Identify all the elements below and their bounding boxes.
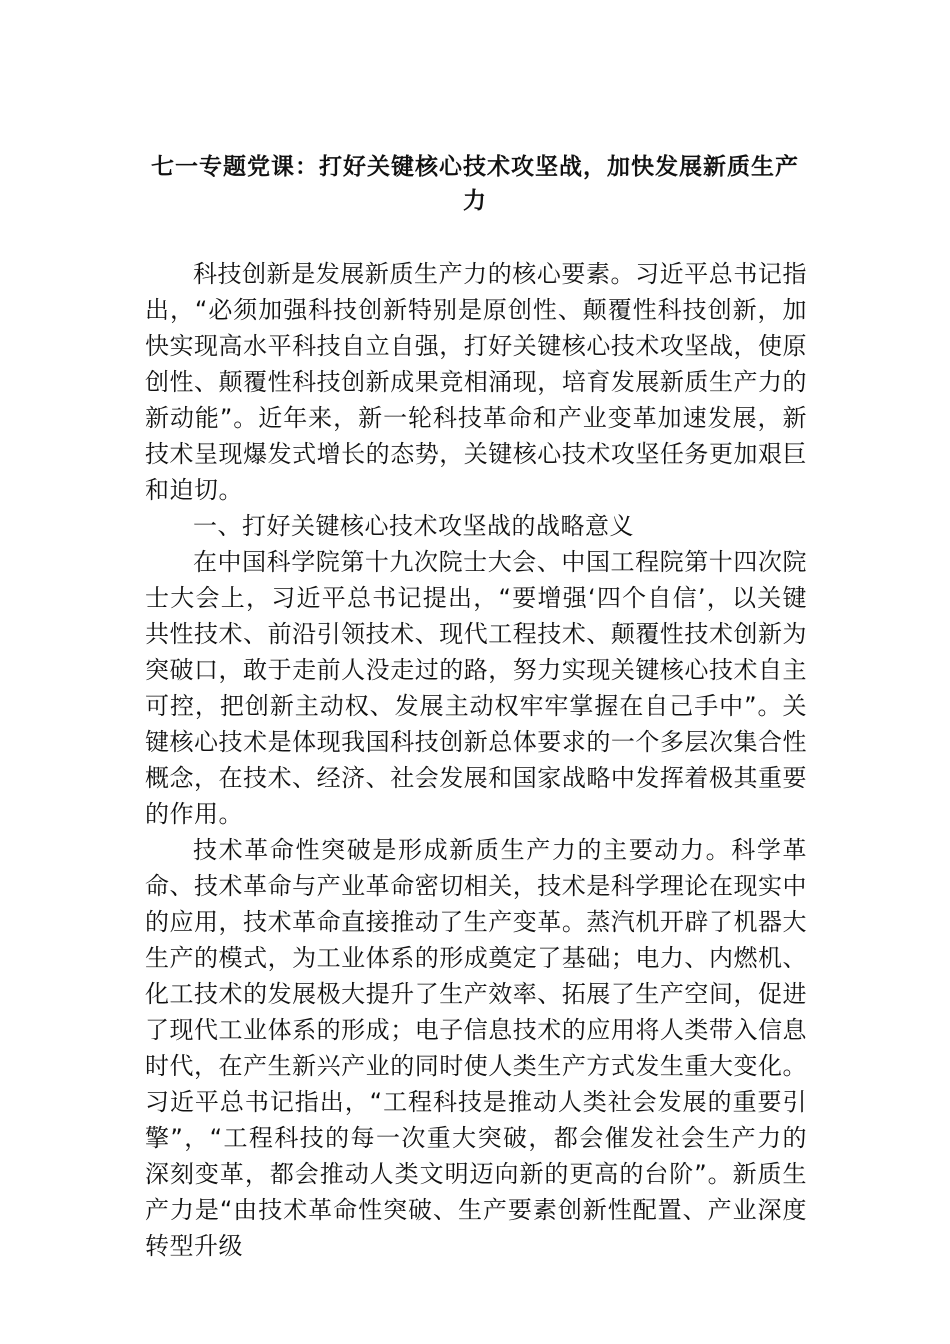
- document-title: 七一专题党课：打好关键核心技术攻坚战，加快发展新质生产力: [151, 154, 799, 214]
- section-heading: 一、打好关键核心技术攻坚战的战略意义: [193, 512, 634, 540]
- paragraph-strategic-significance: 在中国科学院第十九次院士大会、中国工程院第十四次院士大会上，习近平总书记提出，“要增强‘四个自信’，以关键共性技术、前沿引领技术、现代工程技术、颠覆性技术创新为突破口，敢于走前人没走过的路，努力实现关键核心技术自主可控，把创新主动权、发展主动权牢牢掌握在自己手中”。关键核心技术是体现我国科技创新总体要求的一个多层次集合性概念，在技术、经济、社会发展和国家战略中发挥着极其重要的作用。: [145, 548, 807, 828]
- paragraph-technology-revolution: 技术革命性突破是形成新质生产力的主要动力。科学革命、技术革命与产业革命密切相关，技术是科学理论在现实中的应用，技术革命直接推动了生产变革。蒸汽机开辟了机器大生产的模式，为工业体系的形成奠定了基础；电力、内燃机、化工技术的发展极大提升了生产效率、拓展了生产空间，促进了现代工业体系的形成；电子信息技术的应用将人类带入信息时代，在产生新兴产业的同时使人类生产方式发生重大变化。习近平总书记指出，“工程科技是推动人类社会发展的重要引擎”，“工程科技的每一次重大突破，都会催发社会生产力的深刻变革，都会推动人类文明迈向新的更高的台阶”。新质生产力是“由技术革命性突破、生产要素创新性配置、产业深度转型升级: [145, 836, 807, 1260]
- paragraph-intro: 科技创新是发展新质生产力的核心要素。习近平总书记指出，“必须加强科技创新特别是原创性、颠覆性科技创新，加快实现高水平科技自立自强，打好关键核心技术攻坚战，使原创性、颠覆性科技创新成果竞相涌现，培育发展新质生产力的新动能”。近年来，新一轮科技革命和产业变革加速发展，新技术呈现爆发式增长的态势，关键核心技术攻坚任务更加艰巨和迫切。: [145, 260, 807, 504]
- document-body: [145, 256, 807, 1264]
